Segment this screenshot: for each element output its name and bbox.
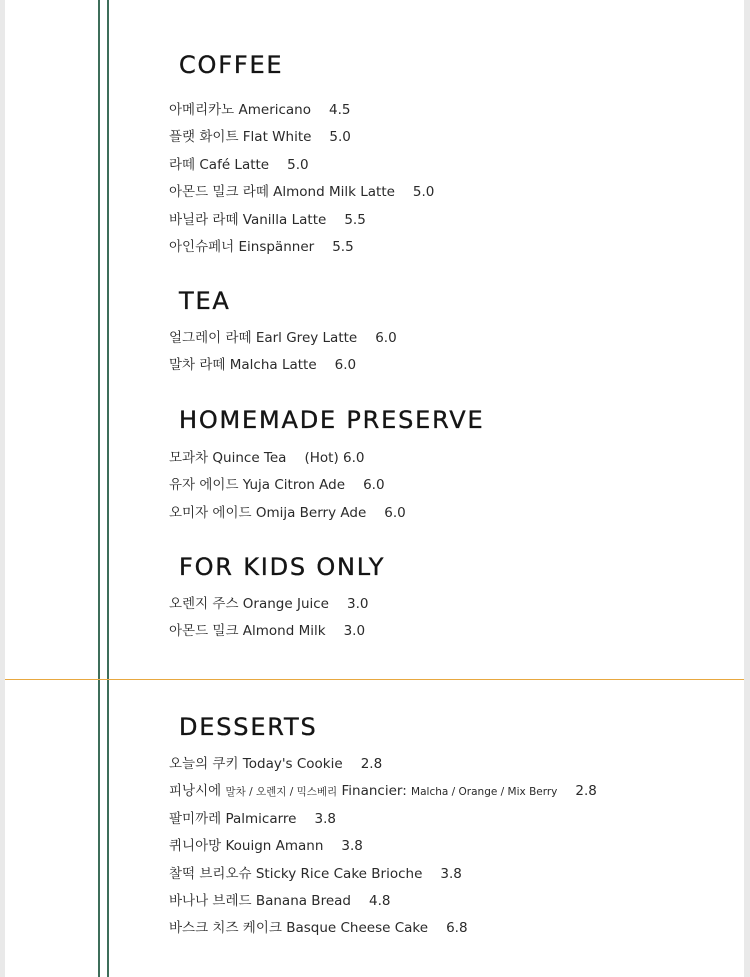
menu-item-name: 바나나 브레드 Banana Bread bbox=[169, 892, 351, 909]
menu-item-name: 바닐라 라떼 Vanilla Latte bbox=[169, 211, 327, 228]
menu-item bbox=[169, 833, 597, 860]
menu-item-price: 5.5 bbox=[344, 211, 366, 228]
menu-item bbox=[169, 618, 368, 645]
menu-item-price: 3.8 bbox=[440, 865, 462, 882]
menu-item-name: 바스크 치즈 케이크 Basque Cheese Cake bbox=[169, 920, 429, 937]
menu-item-price: 6.0 bbox=[375, 330, 397, 346]
menu-item bbox=[169, 445, 406, 472]
menu-item-name: 라떼 Café Latte bbox=[169, 156, 270, 173]
section-title-tea: TEA bbox=[179, 287, 231, 315]
coffee-item-list bbox=[169, 97, 434, 261]
desserts-item-list bbox=[169, 751, 597, 943]
menu-item-name: 퀴니아망 Kouign Amann bbox=[169, 838, 324, 855]
menu-item-price: 6.0 bbox=[334, 357, 357, 374]
menu-item-price: 6.0 bbox=[384, 504, 406, 521]
menu-item-name: 오미자 에이드 Omija Berry Ade bbox=[169, 504, 367, 521]
menu-item-name: 플랫 화이트 Flat White bbox=[169, 129, 312, 146]
menu-item bbox=[169, 591, 368, 618]
section-title-for-kids-only: FOR KIDS ONLY bbox=[179, 553, 386, 581]
menu-item-price: 2.8 bbox=[575, 783, 597, 800]
menu-item bbox=[169, 325, 397, 352]
menu-item-name: 오렌지 주스 Orange Juice bbox=[169, 596, 329, 612]
menu-item bbox=[169, 806, 597, 833]
kids-item-list bbox=[169, 591, 368, 646]
menu-item-price: (Hot) 6.0 bbox=[304, 450, 365, 466]
menu-item-name: 피낭시에 bbox=[169, 783, 222, 800]
menu-page bbox=[5, 0, 744, 977]
menu-item-variants-ko: 말차 / 오렌지 / 믹스베리 bbox=[225, 786, 338, 799]
tea-item-list bbox=[169, 325, 397, 380]
menu-item bbox=[169, 207, 434, 234]
menu-item-name: 아메리카노 Americano bbox=[169, 102, 311, 118]
menu-item-price: 3.0 bbox=[346, 596, 369, 612]
menu-item-name: 얼그레이 라떼 Earl Grey Latte bbox=[169, 330, 358, 346]
menu-item-price: 5.0 bbox=[329, 129, 351, 146]
section-title-desserts: DESSERTS bbox=[179, 713, 318, 741]
menu-item bbox=[169, 234, 434, 261]
menu-item-name: 팔미까레 Palmicarre bbox=[169, 810, 297, 827]
menu-item-price: 6.8 bbox=[446, 920, 468, 937]
section-title-homemade-preserve: HOMEMADE PRESERVE bbox=[179, 406, 485, 434]
menu-item-name: 아몬드 밀크 라떼 Almond Milk Latte bbox=[169, 184, 395, 201]
menu-item-name: 아몬드 밀크 Almond Milk bbox=[169, 623, 326, 640]
page-divider-line bbox=[5, 679, 744, 680]
menu-item bbox=[169, 861, 597, 888]
menu-item-price: 4.5 bbox=[329, 102, 351, 118]
menu-item-price: 4.8 bbox=[368, 892, 391, 909]
menu-item-name: 말차 라떼 Malcha Latte bbox=[169, 357, 317, 374]
menu-item-price: 3.0 bbox=[343, 623, 366, 640]
menu-item bbox=[169, 751, 597, 778]
menu-item-name: 유자 에이드 Yuja Citron Ade bbox=[169, 477, 346, 494]
left-border-line-outer bbox=[98, 0, 100, 977]
menu-item bbox=[169, 915, 597, 942]
menu-item bbox=[169, 472, 406, 499]
menu-item-name-en: Financier: bbox=[341, 783, 407, 800]
menu-item bbox=[169, 352, 397, 379]
menu-item-price: 3.8 bbox=[314, 810, 336, 827]
menu-item-name: 아인슈페너 Einspänner bbox=[169, 238, 315, 255]
menu-item-price: 2.8 bbox=[360, 756, 383, 772]
menu-item-price: 5.0 bbox=[287, 156, 309, 173]
menu-item bbox=[169, 124, 434, 151]
menu-item bbox=[169, 152, 434, 179]
preserve-item-list bbox=[169, 445, 406, 527]
menu-item-name: 모과차 Quince Tea bbox=[169, 450, 287, 466]
menu-item-variants-en: Malcha / Orange / Mix Berry bbox=[411, 786, 558, 799]
left-border-line-inner bbox=[107, 0, 109, 977]
menu-item bbox=[169, 778, 597, 805]
section-title-coffee: COFFEE bbox=[179, 51, 284, 79]
menu-item-name: 찰떡 브리오슈 Sticky Rice Cake Brioche bbox=[169, 865, 423, 882]
menu-item bbox=[169, 888, 597, 915]
menu-item bbox=[169, 500, 406, 527]
menu-item-price: 6.0 bbox=[363, 477, 385, 494]
menu-item-price: 5.5 bbox=[332, 238, 354, 255]
menu-item bbox=[169, 179, 434, 206]
menu-item-name: 오늘의 쿠키 Today's Cookie bbox=[169, 756, 343, 772]
menu-item-price: 3.8 bbox=[341, 838, 363, 855]
menu-item-price: 5.0 bbox=[412, 184, 435, 201]
menu-item bbox=[169, 97, 434, 124]
